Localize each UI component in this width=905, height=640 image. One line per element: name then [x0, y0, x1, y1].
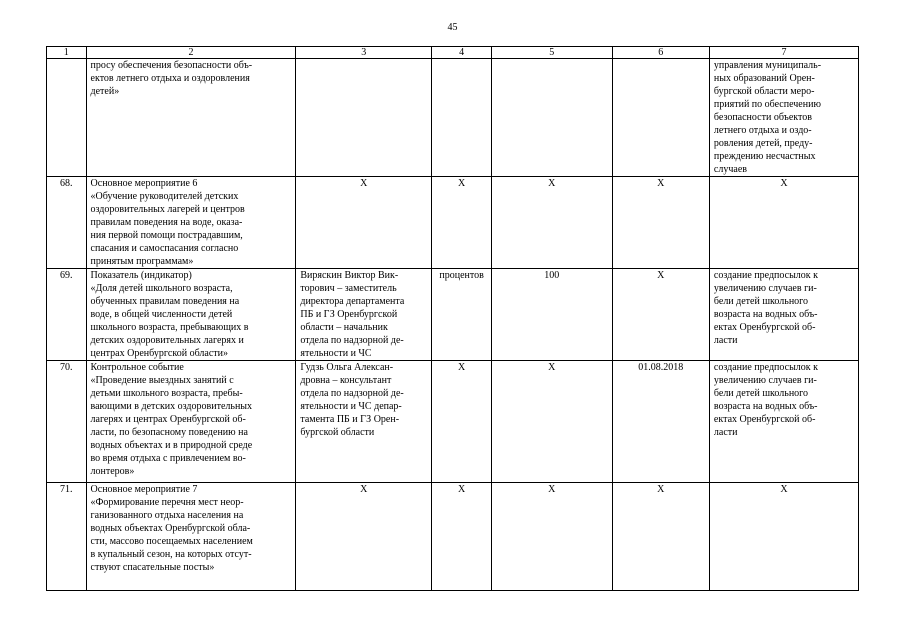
- column-number: 7: [709, 47, 858, 59]
- result-cell: создание предпосылок к увеличению случаев ги- бели детей школьного возраста на водных объ- ектах Оренбургской об- ласти: [709, 269, 858, 361]
- table-row: [47, 177, 859, 269]
- event-cell: Основное мероприятие 7 «Формирование перечня мест неор- ганизованного отдыха населения на водных объектах Оренбургской обла- сти, массово посещаемых населением в купальный сезон, на которых отсут- ствуют спасательные посты»: [86, 483, 296, 591]
- value-cell: X: [491, 361, 612, 483]
- result-cell: управления муниципаль- ных образований Орен- бургской области меро- приятий по обеспечению безопасности объектов летнего отдыха и оздо- ровления детей, преду- преждению несчастных случаев: [709, 59, 858, 177]
- column-number: 2: [86, 47, 296, 59]
- table-row: [47, 361, 859, 483]
- page-number: 45: [447, 22, 458, 33]
- column-number: 6: [612, 47, 709, 59]
- column-number: 4: [432, 47, 492, 59]
- row-number-cell: 71.: [47, 483, 87, 591]
- responsible-cell: Гудзь Ольга Алексан- дровна – консультант отдела по надзорной де- ятельности и ЧС депар- тамента ПБ и ГЗ Орен- бургской области: [296, 361, 432, 483]
- date-cell: 01.08.2018: [612, 361, 709, 483]
- unit-cell: X: [432, 361, 492, 483]
- row-number-cell: [47, 59, 87, 177]
- responsible-cell: X: [296, 483, 432, 591]
- table-row: [47, 483, 859, 591]
- date-cell: [612, 59, 709, 177]
- row-number-cell: 70.: [47, 361, 87, 483]
- column-number: 5: [491, 47, 612, 59]
- column-number: 1: [47, 47, 87, 59]
- measures-table: [46, 46, 859, 591]
- event-cell: Показатель (индикатор) «Доля детей школьного возраста, обученных правилам поведения на воде, в общей численности детей школьного возраста, пребывающих в детских оздоровительных лагерях и центрах Оренбургской области»: [86, 269, 296, 361]
- event-cell: Контрольное событие «Проведение выездных занятий с детьми школьного возраста, пребы- вающими в детских оздоровительных лагерях и центрах Оренбургской об- ласти, по безопасному поведению на водных объектах и в природной среде во время отдыха с привлечением во- лонтеров»: [86, 361, 296, 483]
- table-row: [47, 269, 859, 361]
- result-cell: X: [709, 177, 858, 269]
- event-cell: Основное мероприятие 6 «Обучение руководителей детских оздоровительных лагерей и центров правилам поведения на воде, оказа- ния первой помощи пострадавшим, спасания и самоспасания согласно принятым программам»: [86, 177, 296, 269]
- value-cell: [491, 59, 612, 177]
- table-row-continuation: [47, 59, 859, 177]
- unit-cell: [432, 59, 492, 177]
- column-number-row: [47, 47, 859, 59]
- event-cell: просу обеспечения безопасности объ- ектов летнего отдыха и оздоровления детей»: [86, 59, 296, 177]
- date-cell: X: [612, 269, 709, 361]
- unit-cell: процентов: [432, 269, 492, 361]
- value-cell: X: [491, 177, 612, 269]
- unit-cell: X: [432, 177, 492, 269]
- row-number-cell: 68.: [47, 177, 87, 269]
- unit-cell: X: [432, 483, 492, 591]
- value-cell: X: [491, 483, 612, 591]
- date-cell: X: [612, 483, 709, 591]
- result-cell: создание предпосылок к увеличению случаев ги- бели детей школьного возраста на водных объ- ектах Оренбургской об- ласти: [709, 361, 858, 483]
- row-number-cell: 69.: [47, 269, 87, 361]
- responsible-cell: Виряскин Виктор Вик- торович – заместитель директора департамента ПБ и ГЗ Оренбургской области – начальник отдела по надзорной де- ятельности и ЧС: [296, 269, 432, 361]
- date-cell: X: [612, 177, 709, 269]
- responsible-cell: X: [296, 177, 432, 269]
- value-cell: 100: [491, 269, 612, 361]
- result-cell: X: [709, 483, 858, 591]
- column-number: 3: [296, 47, 432, 59]
- responsible-cell: [296, 59, 432, 177]
